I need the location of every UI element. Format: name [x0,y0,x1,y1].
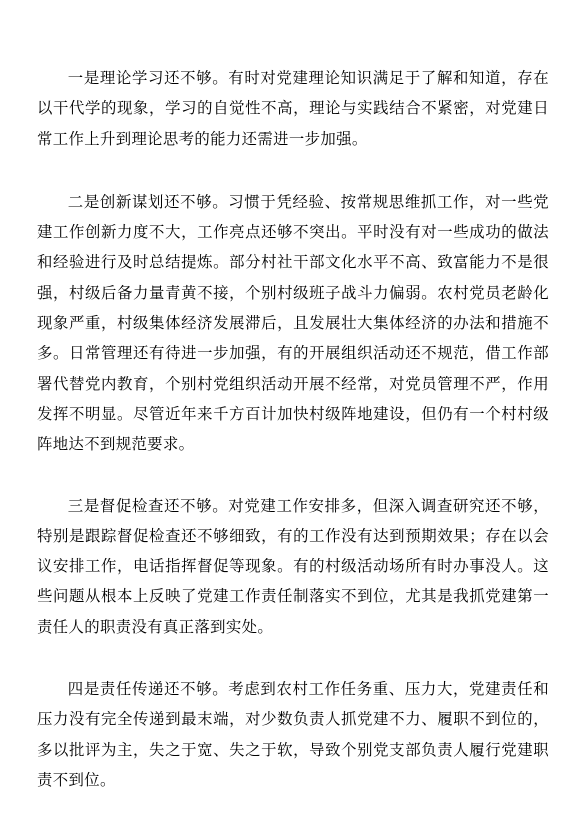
paragraph-supervision-inspection: 三是督促检查还不够。对党建工作安排多，但深入调查研究还不够，特别是跟踪督促检查还不够细致，有的工作没有达到预期效果；存在以会议安排工作，电话指挥督促等现象。有的村级活动场所有时办事没人。这些问题从根本上反映了党建工作责任制落实不到位，尤其是我抓党建第一责任人的职责没有真正落到实处。 [37,496,549,636]
paragraph-innovation-planning: 二是创新谋划还不够。习惯于凭经验、按常规思维抓工作，对一些党建工作创新力度不大，工作亮点还够不突出。平时没有对一些成功的做法和经验进行及时总结提炼。部分村社干部文化水平不高、致富能力不是很强，村级后备力量青黄不接，个别村级班子战斗力偏弱。农村党员老龄化现象严重，村级集体经济发展滞后，且发展壮大集体经济的办法和措施不多。日常管理还有待进一步加强，有的开展组织活动还不规范，借工作部署代替党内教育，个别村党组织活动开展不经常，对党员管理不严，作用发挥不明显。尽管近年来千方百计加快村级阵地建设，但仍有一个村村级阵地达不到规范要求。 [37,192,549,454]
paragraph-theory-study: 一是理论学习还不够。有时对党建理论知识满足于了解和知道，存在以干代学的现象，学习的自觉性不高，理论与实践结合不紧密，对党建日常工作上升到理论思考的能力还需进一步加强。 [37,69,549,148]
paragraph-responsibility-transfer: 四是责任传递还不够。考虑到农村工作任务重、压力大，党建责任和压力没有完全传递到最末端，对少数负责人抓党建不力、履职不到位的，多以批评为主，失之于宽、失之于软，导致个别党支部负责人履行党建职责不到位。 [37,680,549,789]
document-body [37,63,549,828]
